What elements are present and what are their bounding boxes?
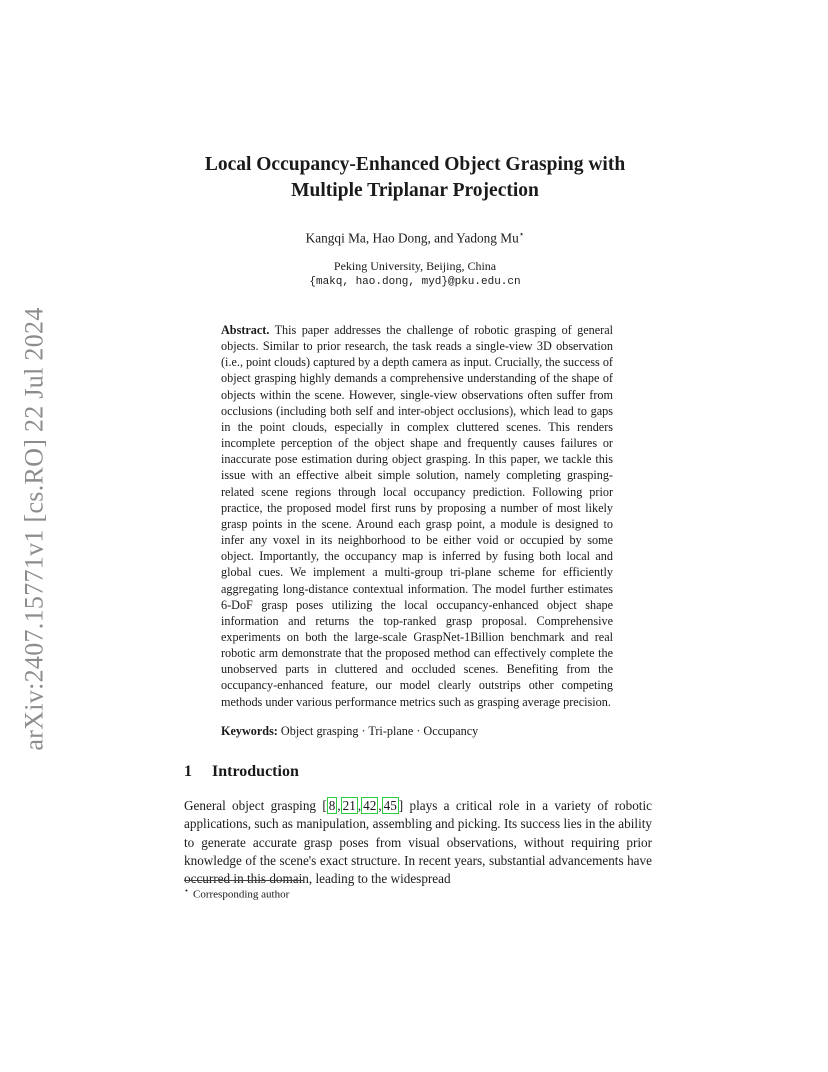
keywords-label: Keywords: xyxy=(221,724,278,738)
footnote-divider xyxy=(184,880,304,881)
section-heading-introduction xyxy=(184,763,299,781)
arxiv-identifier xyxy=(18,296,52,762)
section-number: 1 xyxy=(184,763,192,780)
keywords xyxy=(221,723,613,739)
author-list xyxy=(150,229,680,246)
citation-link[interactable]: 45 xyxy=(383,798,397,813)
section-title: Introduction xyxy=(212,763,299,780)
intro-text-start: General object grasping [ xyxy=(184,798,327,813)
author-emails: {makq, hao.dong, myd}@pku.edu.cn xyxy=(309,276,521,288)
abstract-label: Abstract. xyxy=(221,323,270,337)
arxiv-identifier-text: arXiv:2407.15771v1 [cs.RO] 22 Jul 2024 xyxy=(20,307,50,751)
footnote-mark: ⋆ xyxy=(184,886,190,895)
keywords-text: Object grasping · Tri-plane · Occupancy xyxy=(280,724,479,738)
intro-text-rest: ] plays a critical role in a variety of robotic applications, such as manipulation, assembling and picking. Its success lies in the ability to generate accurate grasp poses from visual observations, without requiring prior knowledge of the scene's exact structure. In recent years, substantial advancements have occurred in this domain, leading to the widespread xyxy=(184,798,652,887)
citation-link[interactable]: 21 xyxy=(342,798,356,813)
title-line-1: Local Occupancy-Enhanced Object Grasping with xyxy=(204,154,626,175)
abstract xyxy=(221,322,613,710)
affiliation-block xyxy=(150,258,680,290)
citation-link[interactable]: 8 xyxy=(328,798,336,813)
paper-title xyxy=(150,152,680,204)
footnote xyxy=(184,886,289,901)
abstract-text: This paper addresses the challenge of robotic grasping of general objects. Similar to prior research, the task reads a single-view 3D observation (i.e., point clouds) captured by a depth camera as input. Crucially, the success of object grasping highly demands a comprehensive understanding of the shape of objects within the scene. However, single-view observations often suffer from occlusions (including both self and inter-object occlusions), which lead to gaps in the point clouds, especially in complex cluttered scenes. This renders incomplete perception of the object shape and frequently causes failures or inaccurate pose estimation during object grasping. In this paper, we tackle this issue with an effective albeit simple solution, namely completing grasping-related scene regions through local occupancy prediction. Following prior practice, the proposed model first runs by proposing a number of most likely grasp points in the scene. Around each grasp point, a module is designed to infer any voxel in its neighborhood to be either void or occupied by some object. Importantly, the occupancy map is inferred by fusing both local and global cues. We implement a multi-group tri-plane scheme for efficiently aggregating long-distance contextual information. The model further estimates 6-DoF grasp poses utilizing the local occupancy-enhanced object shape information and returns the top-ranked grasp proposal. Comprehensive experiments on both the large-scale GraspNet-1Billion benchmark and real robotic arm demonstrate that the proposed method can effectively complete the unobserved parts in cluttered and occluded scenes. Benefiting from the occupancy-enhanced feature, our model clearly outstrips other competing methods under various performance metrics such as grasping average precision. xyxy=(221,323,613,709)
affiliation: Peking University, Beijing, China xyxy=(333,259,497,273)
introduction-paragraph: General object grasping [ 8 , 21 , 42 , 45 ] plays a critical role in a variety of robotic applications, such as manipulation, assembling and picking. Its success lies in the ability to generate accurate grasp poses from visual observations, without requiring prior knowledge of the scene's exact structure. In recent years, substantial advancements have occurred in this domain, leading to the widespread xyxy=(184,798,652,887)
author-names: Kangqi Ma, Hao Dong, and Yadong Mu xyxy=(305,230,519,246)
footnote-text: Corresponding author xyxy=(193,888,290,901)
citation-link[interactable]: 42 xyxy=(363,798,377,813)
author-mark: ⋆ xyxy=(518,229,525,239)
title-line-2: Multiple Triplanar Projection xyxy=(291,180,539,201)
